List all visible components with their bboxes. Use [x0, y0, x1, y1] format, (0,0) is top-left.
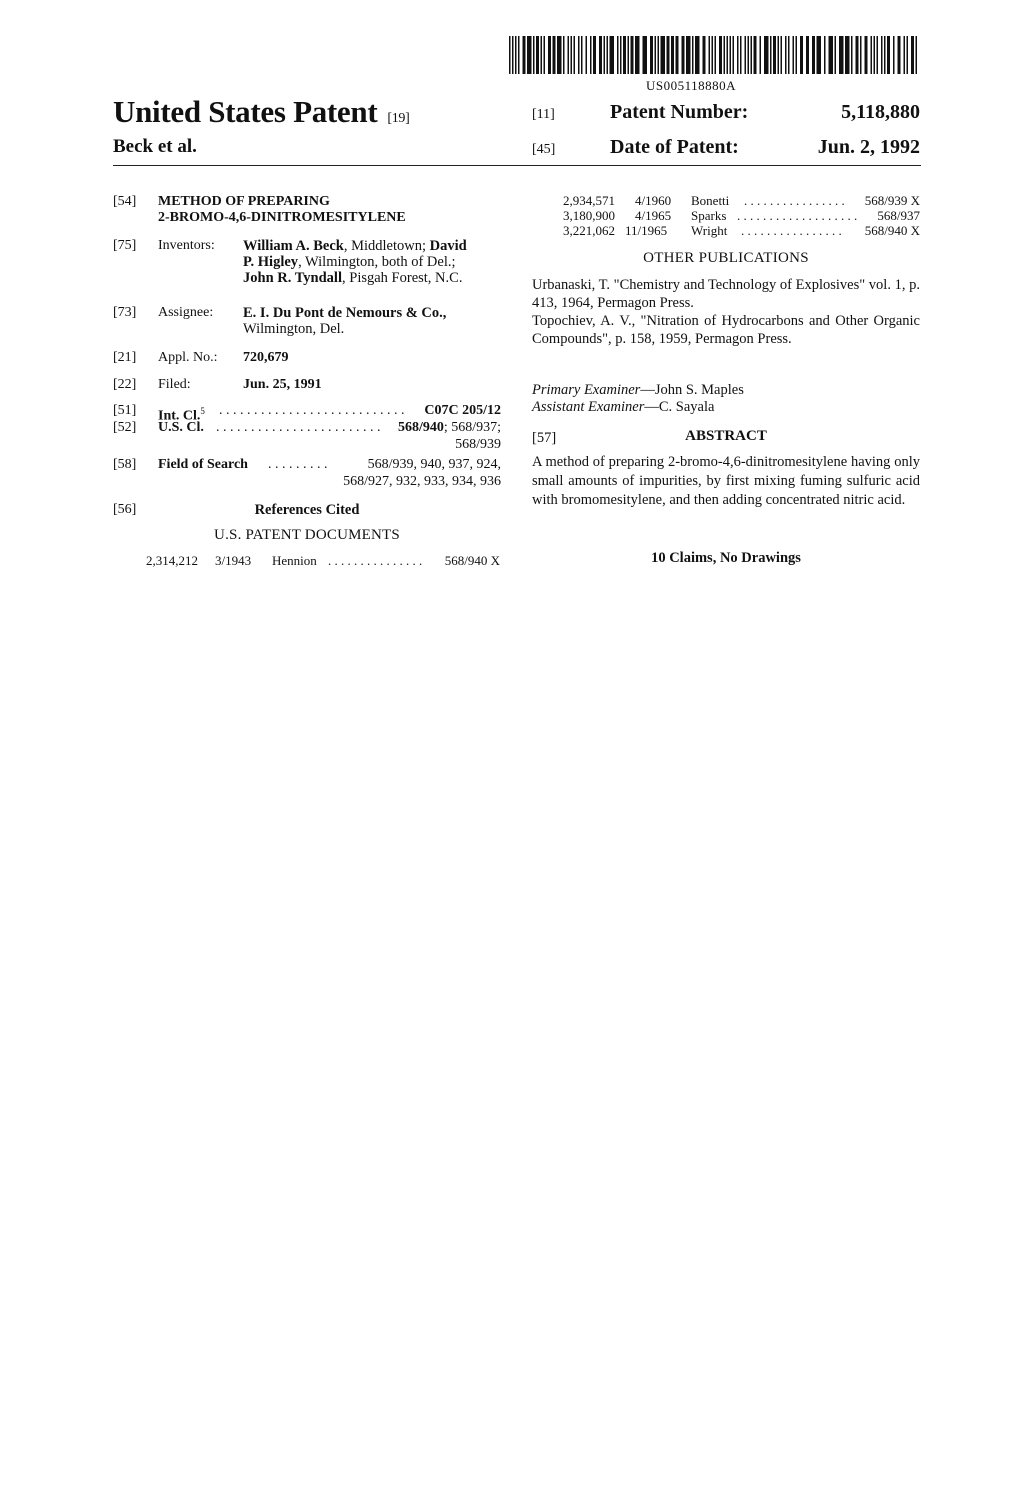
- ref-class: 568/939 X: [864, 193, 920, 208]
- barcode-bar: [586, 36, 588, 74]
- invention-title-line2: 2-BROMO-4,6-DINITROMESITYLENE: [158, 210, 406, 225]
- barcode-bar: [655, 36, 657, 74]
- barcode-bar: [806, 36, 809, 74]
- barcode-bar: [724, 36, 726, 74]
- inventors-label: Inventors:: [158, 238, 215, 253]
- field-references: [113, 502, 501, 543]
- leader-dots: [268, 457, 330, 473]
- barcode-bar: [860, 36, 862, 74]
- barcode-bar: [796, 36, 798, 74]
- barcode-bar: [548, 36, 551, 74]
- barcode-bar: [877, 36, 879, 74]
- barcode-bar: [884, 36, 886, 74]
- ref-date: 3/1943: [215, 553, 252, 568]
- barcode-bar: [581, 36, 583, 74]
- patent-date: Jun. 2, 1992: [817, 136, 920, 158]
- barcode-bar: [770, 36, 772, 74]
- int-cl-label: Int. Cl.: [158, 408, 201, 424]
- inventor-2-name-a: David: [429, 238, 467, 254]
- barcode-bar: [590, 36, 592, 74]
- barcode-bar: [607, 36, 609, 74]
- barcode-bar: [604, 36, 606, 74]
- barcode-bar: [904, 36, 906, 74]
- ref-number: 3,180,900: [563, 208, 615, 223]
- barcode-bar: [533, 36, 535, 74]
- barcode-bar: [571, 36, 573, 74]
- barcode-bar: [578, 36, 580, 74]
- publication-2: Topochiev, A. V., "Nitration of Hydrocarbons and Other Organic Compounds", p. 158, 1959, Permagon Press.: [532, 313, 920, 347]
- authors: Beck et al.: [113, 136, 197, 157]
- int-cl-edition: 5: [200, 406, 205, 416]
- barcode-bar: [817, 36, 822, 74]
- barcode-bar: [835, 36, 837, 74]
- barcode-bar: [760, 36, 762, 74]
- patent-number-row: [532, 101, 920, 124]
- barcode-bar: [568, 36, 570, 74]
- title-code: [19]: [387, 111, 410, 126]
- ref-class: 568/940 X: [444, 553, 500, 568]
- title-text: United States Patent: [113, 94, 378, 129]
- barcode-bar: [865, 36, 868, 74]
- barcode-bar: [544, 36, 546, 74]
- primary-examiner-name: —John S. Maples: [640, 382, 744, 398]
- ref-name: Bonetti: [691, 193, 730, 208]
- barcode-bar: [788, 36, 790, 74]
- barcode-bar: [553, 36, 556, 74]
- barcode-bar: [748, 36, 750, 74]
- barcode-bar: [658, 36, 660, 74]
- abstract-text: A method of preparing 2-bromo-4,6-dinitromesitylene having only small amounts of impurities, by first mixing fuming sulfuric acid with bromomesitylene, and then adding concentrated nitric acid.: [532, 454, 920, 508]
- barcode-bar: [751, 36, 753, 74]
- barcode-bar: [874, 36, 876, 74]
- barcode-bar: [709, 36, 711, 74]
- field-code: [56]: [113, 502, 137, 517]
- ref-name: Hennion: [272, 553, 317, 568]
- barcode-bar: [515, 36, 517, 74]
- header-rule: [113, 165, 921, 166]
- barcode-bar: [703, 36, 706, 74]
- leader-dots: [328, 553, 426, 568]
- assistant-examiner-label: Assistant Examiner: [532, 399, 645, 415]
- barcode-bar: [695, 36, 700, 74]
- publication-1: Urbanaski, T. "Chemistry and Technology of Explosives" vol. 1, p. 413, 1964, Permagon Press.: [532, 277, 920, 311]
- barcode-bar: [856, 36, 859, 74]
- us-patent-documents-heading: U.S. PATENT DOCUMENTS: [214, 527, 400, 543]
- barcode-bar: [650, 36, 653, 74]
- assignee-name: E. I. Du Pont de Nemours & Co.,: [243, 305, 447, 321]
- field-code: [58]: [113, 457, 137, 472]
- leader-dots: [219, 403, 405, 419]
- barcode-bar: [730, 36, 732, 74]
- us-cl-label: U.S. Cl.: [158, 420, 204, 435]
- ref-class: 568/937: [877, 208, 920, 223]
- patent-number: 5,118,880: [841, 101, 920, 123]
- barcode-bar: [839, 36, 844, 74]
- field-title: [113, 194, 503, 226]
- barcode-bar: [898, 36, 901, 74]
- barcode-bar: [851, 36, 853, 74]
- ref-date: 11/1965: [625, 223, 668, 238]
- ref-number: 3,221,062: [563, 223, 615, 238]
- us-cl-rest: ; 568/937;: [443, 420, 501, 435]
- inventor-3-name: John R. Tyndall: [243, 270, 342, 286]
- barcode-bar: [871, 36, 873, 74]
- field-code: [75]: [113, 238, 137, 253]
- barcode-bar: [764, 36, 769, 74]
- barcode-bar: [881, 36, 883, 74]
- barcode-bar: [617, 36, 619, 74]
- int-cl-value: C07C 205/12: [424, 403, 501, 418]
- date-label: Date of Patent:: [610, 136, 739, 158]
- field-code: [22]: [113, 377, 137, 392]
- barcode-bar: [893, 36, 895, 74]
- field-code: [73]: [113, 305, 137, 320]
- barcode-bar: [845, 36, 850, 74]
- patent-number-code: [11]: [532, 107, 555, 122]
- search-label: Field of Search: [158, 457, 248, 472]
- leader-dots: [216, 420, 381, 436]
- search-line2: 568/927, 932, 933, 934, 936: [343, 474, 501, 489]
- field-code: [21]: [113, 350, 137, 365]
- ref-number: 2,934,571: [563, 193, 615, 208]
- barcode-bar: [785, 36, 787, 74]
- barcode-bar: [628, 36, 630, 74]
- abstract-code: [57]: [532, 430, 557, 446]
- barcode-bar: [727, 36, 729, 74]
- leader-dots: [741, 223, 845, 238]
- field-code: [52]: [113, 420, 137, 435]
- barcode-bar: [593, 36, 596, 74]
- assignee-label: Assignee:: [158, 305, 214, 320]
- patent-title: [113, 94, 409, 130]
- barcode-bar: [541, 36, 543, 74]
- abstract-heading: ABSTRACT: [685, 428, 767, 444]
- barcode-bar: [887, 36, 890, 74]
- barcode-bar: [715, 36, 717, 74]
- primary-examiner: [532, 382, 920, 400]
- barcode-bar: [916, 36, 918, 74]
- barcode-bar: [812, 36, 815, 74]
- us-cl-main: 568/940: [397, 420, 444, 435]
- barcode-bar: [523, 36, 526, 74]
- barcode-bar: [800, 36, 803, 74]
- appl-label: Appl. No.:: [158, 350, 218, 365]
- filed-date: Jun. 25, 1991: [243, 377, 322, 392]
- assistant-examiner-name: —C. Sayala: [644, 399, 715, 415]
- abstract-heading-row: [532, 428, 920, 448]
- barcode-bar: [512, 36, 514, 74]
- barcode-bar: [536, 36, 539, 74]
- field-code: [51]: [113, 403, 137, 418]
- barcode-bar: [509, 36, 511, 74]
- barcode-bar: [620, 36, 622, 74]
- document-number: US005118880A: [646, 78, 737, 93]
- primary-examiner-label: Primary Examiner: [532, 382, 641, 398]
- barcode-bar: [557, 36, 562, 74]
- date-row: [532, 136, 920, 159]
- barcode-bar: [692, 36, 694, 74]
- barcode-bar: [793, 36, 795, 74]
- barcode-bar: [754, 36, 757, 74]
- inventor-1-name: William A. Beck: [243, 238, 344, 254]
- barcode-bar: [631, 36, 634, 74]
- ref-date: 4/1965: [635, 208, 672, 223]
- barcode-bar: [778, 36, 780, 74]
- barcode-bar: [682, 36, 685, 74]
- barcode-bar: [574, 36, 576, 74]
- references-heading: References Cited: [254, 502, 360, 518]
- other-publications-heading: OTHER PUBLICATIONS: [643, 250, 809, 266]
- invention-title-line1: METHOD OF PREPARING: [158, 194, 330, 209]
- barcode-bar: [518, 36, 520, 74]
- barcode-bar: [719, 36, 722, 74]
- barcode-bar: [610, 36, 615, 74]
- barcode-bar: [676, 36, 679, 74]
- barcode: [509, 36, 919, 74]
- ref-number: 2,314,212: [146, 553, 198, 568]
- inventor-2-place: , Wilmington, both of Del.;: [298, 254, 456, 270]
- barcode-bar: [745, 36, 747, 74]
- barcode-bar: [686, 36, 691, 74]
- barcode-bar: [599, 36, 602, 74]
- barcode-bar: [563, 36, 565, 74]
- barcode-bar: [635, 36, 640, 74]
- inventor-1-place: , Middletown;: [343, 238, 430, 254]
- ref-class: 568/940 X: [864, 223, 920, 238]
- ref-name: Sparks: [691, 208, 727, 223]
- search-line1: 568/939, 940, 937, 924,: [367, 457, 501, 472]
- barcode-bar: [829, 36, 834, 74]
- inventor-2-name-b: P. Higley: [243, 254, 299, 270]
- barcode-bar: [911, 36, 914, 74]
- assistant-examiner: [532, 399, 920, 417]
- leader-dots: [737, 208, 857, 223]
- barcode-bar: [712, 36, 714, 74]
- leader-dots: [744, 193, 844, 208]
- barcode-bar: [773, 36, 776, 74]
- barcode-bar: [781, 36, 783, 74]
- field-inventors: [113, 238, 503, 286]
- barcode-bar: [907, 36, 909, 74]
- inventor-3-place: , Pisgah Forest, N.C.: [342, 270, 463, 286]
- ref-date: 4/1960: [635, 193, 672, 208]
- barcode-bar: [667, 36, 670, 74]
- barcode-bar: [740, 36, 742, 74]
- date-code: [45]: [532, 142, 556, 157]
- barcode-bar: [623, 36, 626, 74]
- ref-name: Wright: [691, 223, 728, 238]
- barcode-bar: [643, 36, 648, 74]
- filed-label: Filed:: [158, 377, 191, 392]
- assignee-place: Wilmington, Del.: [243, 321, 345, 337]
- patent-number-label: Patent Number:: [610, 101, 749, 123]
- field-assignee: [113, 305, 503, 337]
- barcode-bar: [737, 36, 739, 74]
- field-code: [54]: [113, 194, 137, 209]
- barcode-bar: [527, 36, 532, 74]
- barcode-bar: [671, 36, 674, 74]
- barcode-bar: [661, 36, 666, 74]
- barcode-bar: [733, 36, 735, 74]
- barcode-bar: [824, 36, 826, 74]
- claims-summary: 10 Claims, No Drawings: [651, 550, 801, 566]
- us-cl-line2: 568/939: [455, 437, 501, 452]
- appl-number: 720,679: [243, 350, 289, 365]
